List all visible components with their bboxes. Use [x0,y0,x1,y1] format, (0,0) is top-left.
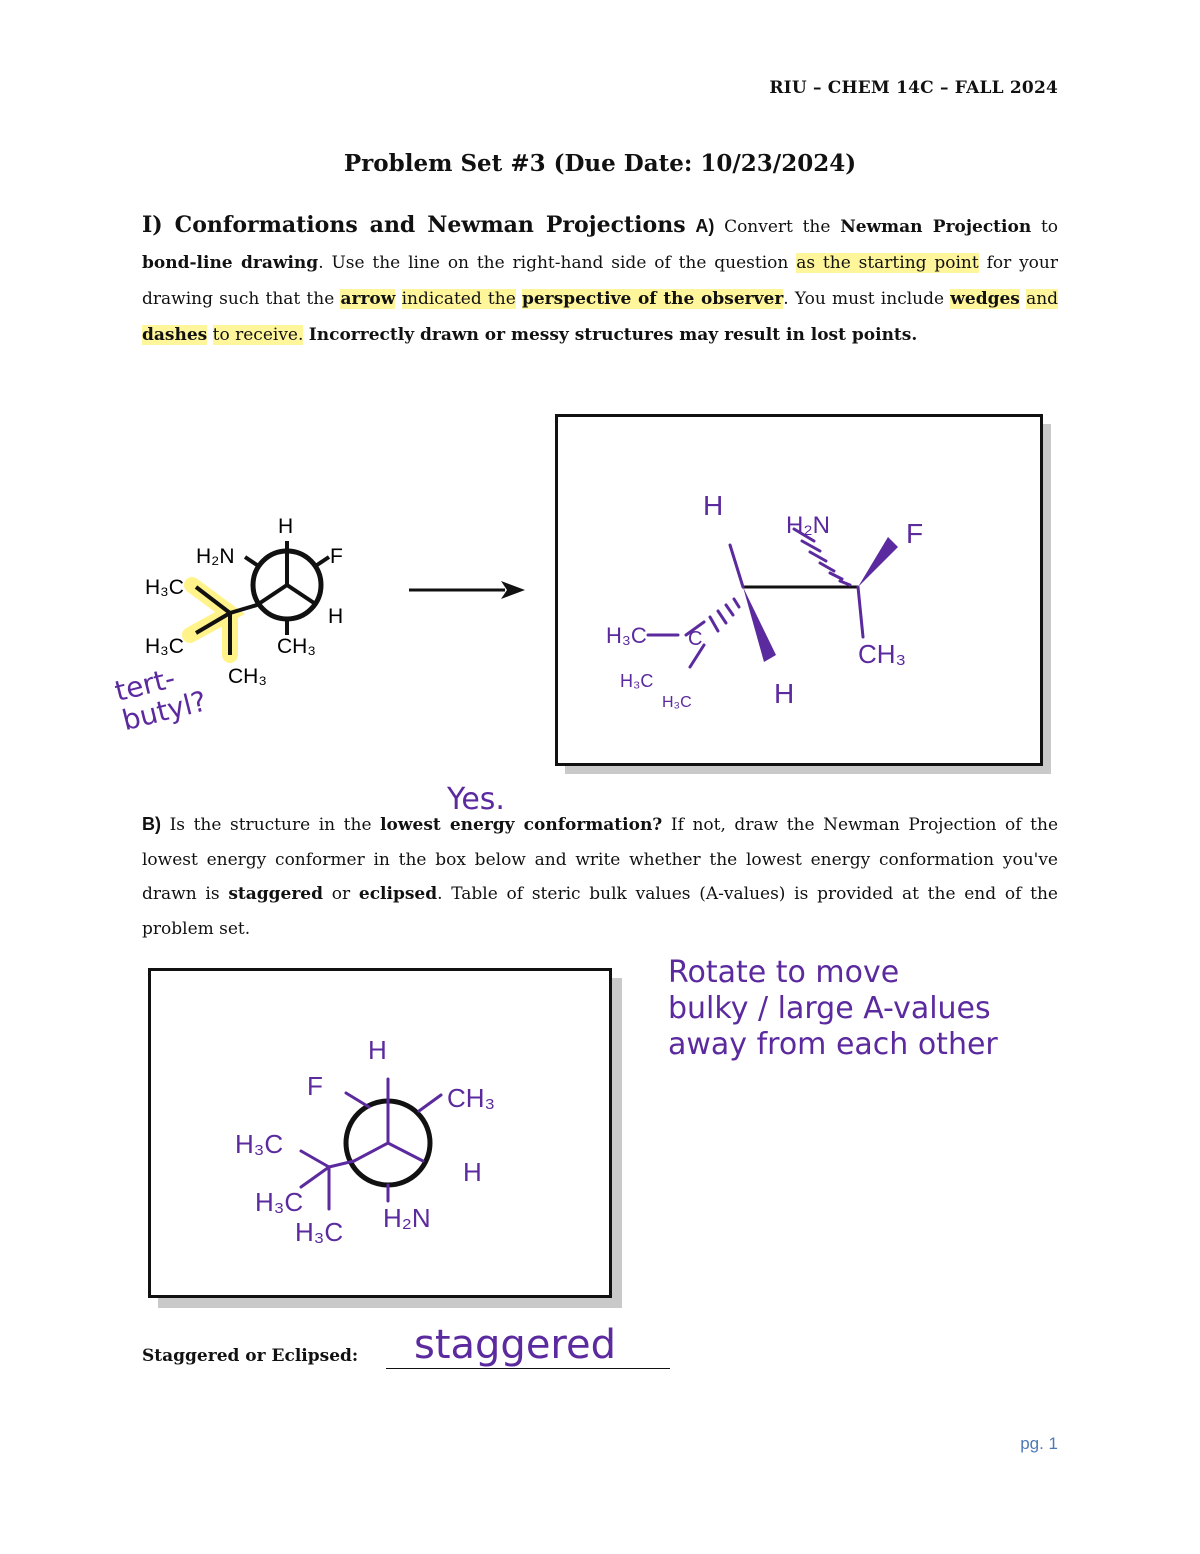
front-bond-right [388,1143,423,1161]
label-tbu-3: H₃C [295,1217,344,1247]
label-h2n: H₂N [786,512,830,539]
section-heading: I) Conformations and Newman Projections [142,212,686,238]
newman-projection-answer [151,971,609,1295]
answer-line [386,1368,670,1369]
tbu-methyl-bond [301,1151,329,1167]
bond-ch3 [858,587,863,637]
wedge-bond-h [743,587,776,662]
problem-set-title: Problem Set #3 (Due Date: 10/23/2024) [343,150,857,177]
front-bond-left [354,1143,388,1161]
bold-term: Incorrectly drawn or messy structures may result in lost points. [308,325,918,345]
back-bond-upper-left [245,557,257,565]
part-a-label: A) [695,216,715,236]
label-h3c-1: H₃C [606,623,647,648]
part-b-label: B) [142,814,161,834]
text-fragment: If not, draw the Newman Projection of the lowest energy conformer in the box below and write whether the lowest energy conformation you've drawn is [142,815,1059,904]
bondline-drawing [558,417,1040,763]
handwritten-rotate-note [668,955,1068,1063]
text-fragment: . Use the line on the right-hand side of the question [318,253,789,273]
label-bottom: H₂N [383,1203,431,1233]
label-tbu-2: H₃C [145,635,184,658]
handwritten-tert-butyl: tert-butyl? [111,661,210,738]
highlighted-text: and [1026,289,1059,309]
label-tbu-1: H₃C [145,576,184,599]
text-fragment: Is the structure in the [169,815,372,835]
dash-bond-tbu [710,599,739,631]
front-bond-left [257,585,287,605]
label-h-bottom: H [774,678,795,709]
front-bond-right [287,585,317,605]
label-top: H [368,1035,387,1065]
note-line-3: away from each other [668,1027,998,1062]
label-h-top: H [703,490,724,521]
back-bond-upper-left [346,1093,369,1107]
note-line-1: Rotate to move [668,955,900,990]
bold-term: perspective of the observer [521,289,784,309]
text-fragment: to [1040,217,1059,237]
text-fragment: Convert the [724,217,831,237]
course-header: RIU – CHEM 14C – FALL 2024 [769,78,1058,98]
label-h3c-2: H₃C [620,671,654,691]
label-lower-right: H [463,1157,482,1187]
back-bond-upper-right [419,1095,441,1111]
conversion-arrow [405,575,535,605]
label-c: C [688,628,703,650]
bold-term: Newman Projection [840,217,1032,237]
label-upper-left: H₂N [196,545,235,568]
back-bond-upper-right [317,557,329,565]
bold-term: eclipsed [358,884,438,904]
bold-term: wedges [950,289,1020,309]
bold-term: lowest energy conformation? [380,815,663,835]
page-number: pg. 1 [1020,1434,1058,1453]
bondline-answer-box [555,414,1043,766]
handwritten-answer: staggered [414,1322,616,1368]
part-b-paragraph [142,807,1058,946]
label-ch3: CH₃ [858,639,907,669]
highlighted-text: to receive. [212,325,304,345]
wedge-bond-f [858,537,898,587]
label-upper-right: F [330,545,343,568]
label-lower-right: H [328,605,344,628]
label-bottom: CH₃ [277,635,316,658]
text-fragment: . You must include [783,289,945,309]
highlighted-text: as the starting point [796,253,979,273]
label-top: H [278,515,294,538]
highlighted-text: indicated the [401,289,516,309]
note-line-2: bulky / large A-values [668,991,991,1026]
label-upper-right: CH₃ [447,1083,496,1113]
label-tbu-1: H₃C [235,1129,284,1159]
text-fragment: for your drawing such that the [142,253,1058,309]
bold-term: arrow [340,289,396,309]
bold-term: staggered [228,884,323,904]
text-fragment: . Table of steric bulk values (A-values) is provided at the end of the problem set. [142,884,1058,939]
label-tbu-3: CH₃ [228,665,267,688]
bond-h-top [730,545,743,587]
label-tbu-2: H₃C [255,1187,304,1217]
part-a-paragraph [142,207,1058,353]
answer-label: Staggered or Eclipsed: [142,1346,359,1366]
tbu-methyl-bond [301,1167,329,1187]
label-h3c-3: H₃C [662,694,692,711]
bold-term: bond-line drawing [142,253,319,273]
label-upper-left: F [307,1071,323,1101]
newman-answer-box [148,968,612,1298]
text-fragment: or [331,884,351,904]
label-f: F [906,518,924,549]
handwritten-yes: Yes. [447,782,505,817]
bold-term: dashes [142,325,208,345]
